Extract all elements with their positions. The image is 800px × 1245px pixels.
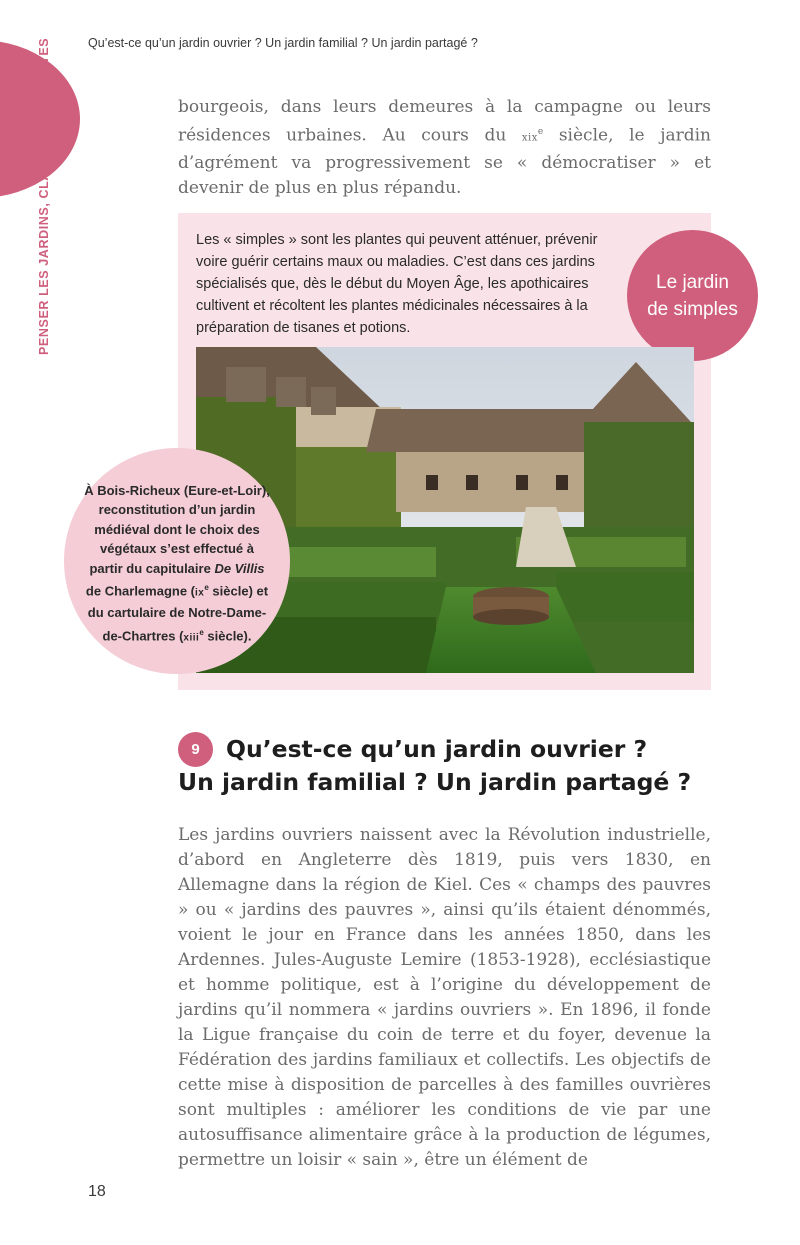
caption-sup2: e — [199, 627, 204, 637]
caption-part3: siècle) et du cartulaire de Notre-Dame-de-Chartres ( — [87, 583, 269, 643]
caption-century1: ix — [195, 587, 205, 599]
caption-century2: xiii — [183, 631, 200, 643]
intro-text-after: siècle, le jardin d’agrément va progressivement se « démocratiser » et devenir de plus en plus répandu. — [178, 125, 712, 198]
photo-caption-circle — [64, 448, 290, 674]
section-title — [178, 733, 738, 799]
intro-paragraph — [178, 95, 711, 201]
section-title-line1: Qu’est-ce qu’un jardin ouvrier ? — [226, 735, 648, 763]
section-number-badge: 9 — [178, 732, 213, 767]
page-number: 18 — [88, 1183, 106, 1200]
caption-part2: de Charlemagne ( — [85, 583, 196, 599]
section-title-line2: Un jardin familial ? Un jardin partagé ? — [178, 768, 692, 796]
running-header: Qu’est-ce qu’un jardin ouvrier ? Un jardin familial ? Un jardin partagé ? — [88, 36, 478, 50]
simples-badge: Le jardin de simples — [627, 230, 758, 361]
caption-italic: De Villis — [214, 560, 265, 576]
main-paragraph: Les jardins ouvriers naissent avec la Révolution industrielle, d’abord en Angleterre dès 1819, puis vers 1830, en Allemagne dans la région de Kiel. Ces « champs des pauvres » ou « jardins des pauvres », ainsi qu’ils étaient dénommés, voient le jour en France dans les années 1850, dans les Ardennes. Jules-Auguste Lemire (1853-1928), ecclésiastique et homme politique, est à l’origine du développement de jardins qu’il nommera « jardins ouvriers ». En 1896, il fonde la Ligue française du coin de terre et du foyer, devenue la Fédération des jardins familiaux et collectifs. Les objectifs de cette mise à disposition de parcelles à des familles ouvrières sont multiples : améliorer les conditions de vie par une autosuffisance alimentaire grâce à la production de légumes, permettre un loisir « sain », être un élément de — [178, 825, 711, 1170]
caption-part1: À Bois-Richeux (Eure-et-Loir), reconstitution d’un jardin médiéval dont le choix des végétaux s’est effectué à partir du capitulaire — [84, 482, 270, 576]
photo-caption — [84, 481, 270, 648]
intro-century: xix — [521, 132, 538, 144]
simples-box-text: Les « simples » sont les plantes qui peuvent atténuer, prévenir voire guérir certains maux ou maladies. C’est dans ces jardins spécialisés que, dès le début du Moyen Âge, les apothicaires cultivent et récoltent les plantes médicinales nécessaires à la préparation de tisanes et potions. — [196, 232, 598, 336]
intro-text-before: bourgeois, dans leurs demeures à la campagne ou leurs résidences urbaines. Au cours du — [178, 97, 711, 146]
intro-century-sup: e — [537, 127, 544, 137]
caption-sup1: e — [204, 583, 209, 593]
chapter-side-label: PENSER LES JARDINS, CLASSER LES PLANTES — [37, 37, 51, 355]
caption-part4: siècle). — [203, 627, 252, 643]
